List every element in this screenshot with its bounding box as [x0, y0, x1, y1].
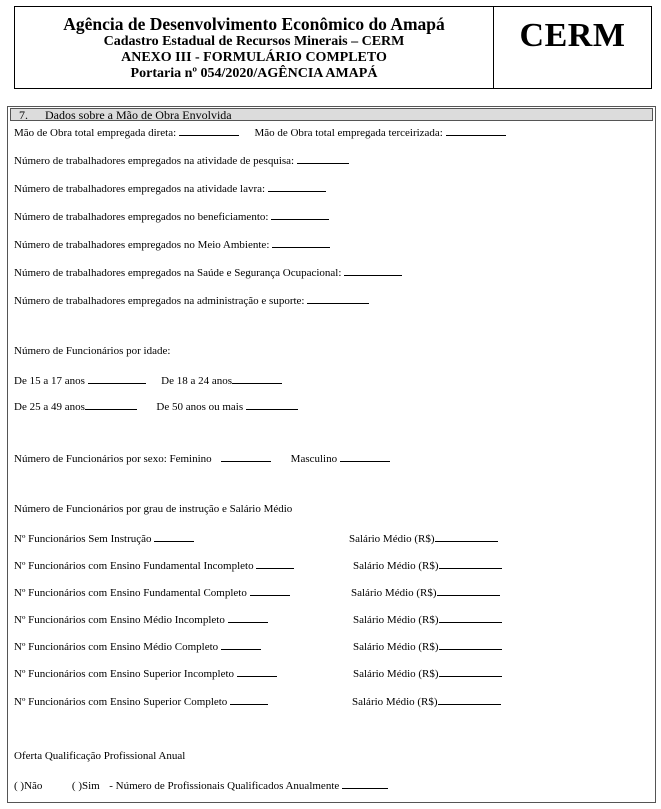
- edu-row-label: Nº Funcionários com Ensino Superior Completo: [14, 696, 228, 708]
- education-heading: Número de Funcionários por grau de instrução e Salário Médio: [14, 503, 293, 515]
- portaria-title: Portaria nº 054/2020/AGÊNCIA AMAPÁ: [130, 66, 378, 81]
- edu-row-label: Nº Funcionários Sem Instrução: [14, 533, 152, 545]
- direct-labor-field[interactable]: [179, 125, 239, 136]
- processing-field[interactable]: [271, 209, 329, 220]
- edu-row: [14, 558, 294, 573]
- health-row: [14, 265, 402, 280]
- edu-row: [14, 612, 268, 627]
- outsourced-labor-label: Mão de Obra total empregada terceirizada:: [254, 127, 443, 139]
- yes-option[interactable]: ( )Sim: [71, 780, 100, 792]
- qualified-count-field[interactable]: [342, 778, 388, 789]
- edu-row-label: Nº Funcionários com Ensino Superior Incompleto: [14, 668, 235, 680]
- salary-label: Salário Médio (R$): [352, 696, 438, 708]
- age-18-24-field[interactable]: [232, 373, 282, 384]
- salary-label: Salário Médio (R$): [351, 587, 437, 599]
- direct-labor-label: Mão de Obra total empregada direta:: [14, 127, 177, 139]
- edu-row: [14, 666, 277, 681]
- admin-row: [14, 293, 369, 308]
- salary-field[interactable]: [437, 585, 500, 596]
- register-subtitle: Cadastro Estadual de Recursos Minerais – CERM: [103, 34, 405, 49]
- research-label: Número de trabalhadores empregados na atividade de pesquisa:: [14, 155, 295, 167]
- male-label: Masculino: [290, 453, 338, 465]
- qualification-row: [14, 778, 388, 793]
- mining-row: [14, 181, 326, 196]
- admin-label: Número de trabalhadores empregados na administração e suporte:: [14, 295, 305, 307]
- salary-field[interactable]: [439, 558, 502, 569]
- edu-row: [14, 585, 290, 600]
- environment-field[interactable]: [272, 237, 330, 248]
- salary-row: [349, 531, 498, 546]
- salary-field[interactable]: [435, 531, 498, 542]
- qualification-heading: Oferta Qualificação Profissional Anual: [14, 750, 186, 762]
- mining-label: Número de trabalhadores empregados na atividade lavra:: [14, 183, 266, 195]
- age-25-49-label: De 25 a 49 anos: [14, 401, 85, 413]
- male-field[interactable]: [340, 451, 390, 462]
- processing-label: Número de trabalhadores empregados no beneficiamento:: [14, 211, 269, 223]
- health-field[interactable]: [344, 265, 402, 276]
- age-25-49-field[interactable]: [85, 399, 137, 410]
- salary-row: [353, 639, 502, 654]
- age-row-2: [14, 399, 298, 414]
- age-15-17-label: De 15 a 17 anos: [14, 375, 85, 387]
- edu-count-field[interactable]: [230, 694, 268, 705]
- no-option[interactable]: ( )Não: [14, 780, 43, 792]
- environment-row: [14, 237, 330, 252]
- salary-field[interactable]: [439, 639, 502, 650]
- annex-title: ANEXO III - FORMULÁRIO COMPLETO: [121, 50, 387, 65]
- edu-count-field[interactable]: [228, 612, 268, 623]
- outsourced-labor-field[interactable]: [446, 125, 506, 136]
- edu-count-field[interactable]: [154, 531, 194, 542]
- mining-field[interactable]: [268, 181, 326, 192]
- agency-title: Agência de Desenvolvimento Econômico do Amapá: [63, 14, 445, 34]
- sex-row: [14, 451, 390, 466]
- edu-count-field[interactable]: [250, 585, 290, 596]
- edu-row-label: Nº Funcionários com Ensino Fundamental Incompleto: [14, 560, 254, 572]
- salary-row: [351, 585, 500, 600]
- direct-labor-row: [14, 125, 506, 140]
- logo-box: [494, 7, 651, 88]
- edu-row-label: Nº Funcionários com Ensino Médio Incompleto: [14, 614, 225, 626]
- female-field[interactable]: [221, 451, 271, 462]
- age-heading: Número de Funcionários por idade:: [14, 345, 171, 357]
- salary-label: Salário Médio (R$): [353, 614, 439, 626]
- header-titles: [15, 7, 494, 88]
- edu-count-field[interactable]: [256, 558, 294, 569]
- salary-row: [353, 666, 502, 681]
- cerm-logo: CERM: [519, 17, 626, 54]
- health-label: Número de trabalhadores empregados na Saúde e Segurança Ocupacional:: [14, 267, 342, 279]
- salary-label: Salário Médio (R$): [349, 533, 435, 545]
- edu-row: [14, 531, 194, 546]
- salary-row: [353, 558, 502, 573]
- salary-field[interactable]: [438, 694, 501, 705]
- section-title-bar: [10, 108, 653, 121]
- age-18-24-label: De 18 a 24 anos: [161, 375, 232, 387]
- salary-field[interactable]: [439, 666, 502, 677]
- edu-row-label: Nº Funcionários com Ensino Fundamental Completo: [14, 587, 247, 599]
- section-title: Dados sobre a Mão de Obra Envolvida: [45, 108, 232, 122]
- admin-field[interactable]: [307, 293, 369, 304]
- salary-label: Salário Médio (R$): [353, 641, 439, 653]
- edu-row: [14, 694, 268, 709]
- edu-row: [14, 639, 261, 654]
- section-number: 7.: [19, 108, 28, 122]
- salary-label: Salário Médio (R$): [353, 560, 439, 572]
- age-50-label: De 50 anos ou mais: [156, 401, 244, 413]
- form-header: [14, 6, 652, 89]
- age-15-17-field[interactable]: [88, 373, 146, 384]
- age-row-1: [14, 373, 282, 388]
- environment-label: Número de trabalhadores empregados no Meio Ambiente:: [14, 239, 270, 251]
- research-field[interactable]: [297, 153, 349, 164]
- female-label: Número de Funcionários por sexo: Feminino: [14, 453, 212, 465]
- salary-row: [352, 694, 501, 709]
- edu-count-field[interactable]: [221, 639, 261, 650]
- salary-label: Salário Médio (R$): [353, 668, 439, 680]
- labor-section: [7, 106, 656, 803]
- research-row: [14, 153, 349, 168]
- salary-row: [353, 612, 502, 627]
- edu-count-field[interactable]: [237, 666, 277, 677]
- salary-field[interactable]: [439, 612, 502, 623]
- qualified-count-label: - Número de Profissionais Qualificados Anualmente: [109, 780, 340, 792]
- edu-row-label: Nº Funcionários com Ensino Médio Completo: [14, 641, 219, 653]
- age-50-field[interactable]: [246, 399, 298, 410]
- processing-row: [14, 209, 329, 224]
